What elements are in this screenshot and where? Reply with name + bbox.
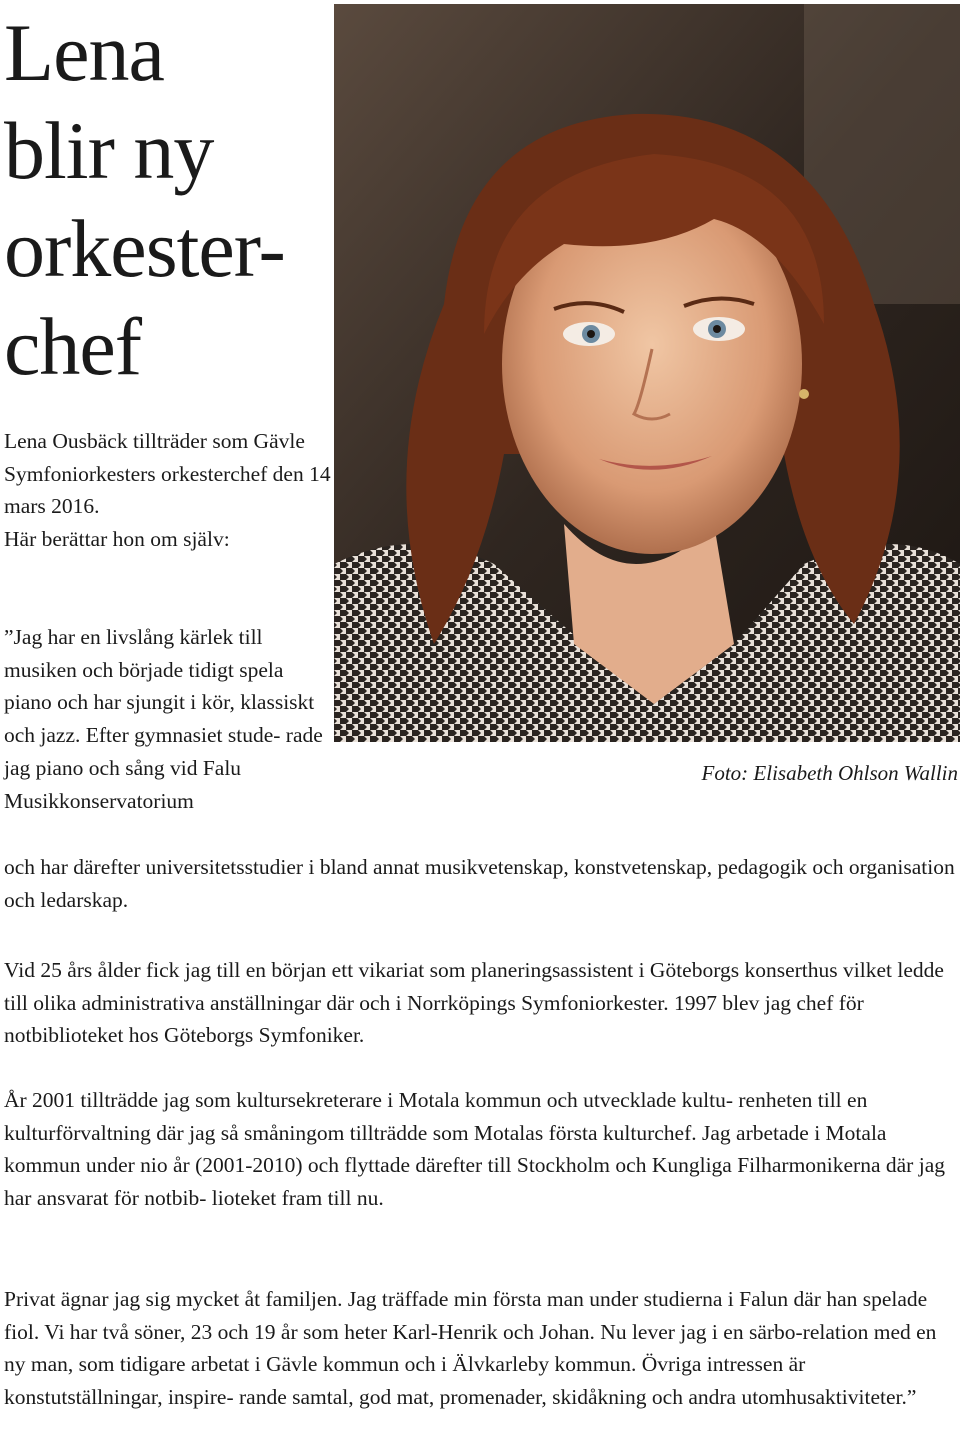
headline xyxy=(4,4,334,396)
intro-lead-2: Här berättar hon om själv: xyxy=(4,527,230,552)
portrait-illustration xyxy=(334,4,960,742)
portrait-photo xyxy=(334,4,960,742)
headline-line-2: blir ny xyxy=(4,105,214,196)
headline-line-1: Lena xyxy=(4,7,164,98)
quote-start: ”Jag har en livslång kärlek till musiken och började tidigt spela piano och har sjungit i kör, klassiskt och jazz. Efter gymnasiet stude- rade jag piano och sång vid Falu Musikkonservatorium xyxy=(4,625,323,813)
photo-caption: Foto: Elisabeth Ohlson Wallin xyxy=(701,761,958,785)
quote-continuation: och har därefter universitetsstudier i bland annat musikvetenskap, konstvetenskap, pedagogik och organisation och ledarskap. xyxy=(4,855,955,912)
headline-line-4: chef xyxy=(4,301,142,392)
paragraph-2: Vid 25 års ålder fick jag till en början ett vikariat som planeringsassistent i Göteborgs konserthus vilket ledde till olika administrativa anställningar där och i Norrköpings Symfoniorkester. 1997 blev jag chef för notbiblioteket hos Göteborgs Symfoniker. xyxy=(4,958,944,1048)
intro-lead: Lena Ousbäck tillträder som Gävle Symfoniorkesters orkesterchef den 14 mars 2016. xyxy=(4,429,331,519)
paragraph-3: År 2001 tillträdde jag som kultursekreterare i Motala kommun och utvecklade kultu- renheten till en kulturförvaltning där jag så småningom tillträdde som Motalas första kulturchef. Jag arbetade i Motala kommun under nio år (2001-2010) och flyttade därefter till Stockholm och Kungliga Filharmonikerna där jag har ansvarat för notbib- lioteket fram till nu. xyxy=(4,1088,945,1211)
headline-line-3: orkester- xyxy=(4,203,285,294)
intro xyxy=(4,425,334,556)
paragraph-4: Privat ägnar jag sig mycket åt familjen. Jag träffade min första man under studierna i Falun där han spelade fiol. Vi har två söner, 23 och 19 år som heter Karl-Henrik och Johan. Nu lever jag i en särbo-relation med en ny man, som tidigare arbetat i Gävle kommun och i Älvkarleby kommun. Övriga intressen är konstutställningar, inspire- rande samtal, god mat, promenader, skidåkning och andra utomhusaktiviteter.” xyxy=(4,1287,937,1410)
